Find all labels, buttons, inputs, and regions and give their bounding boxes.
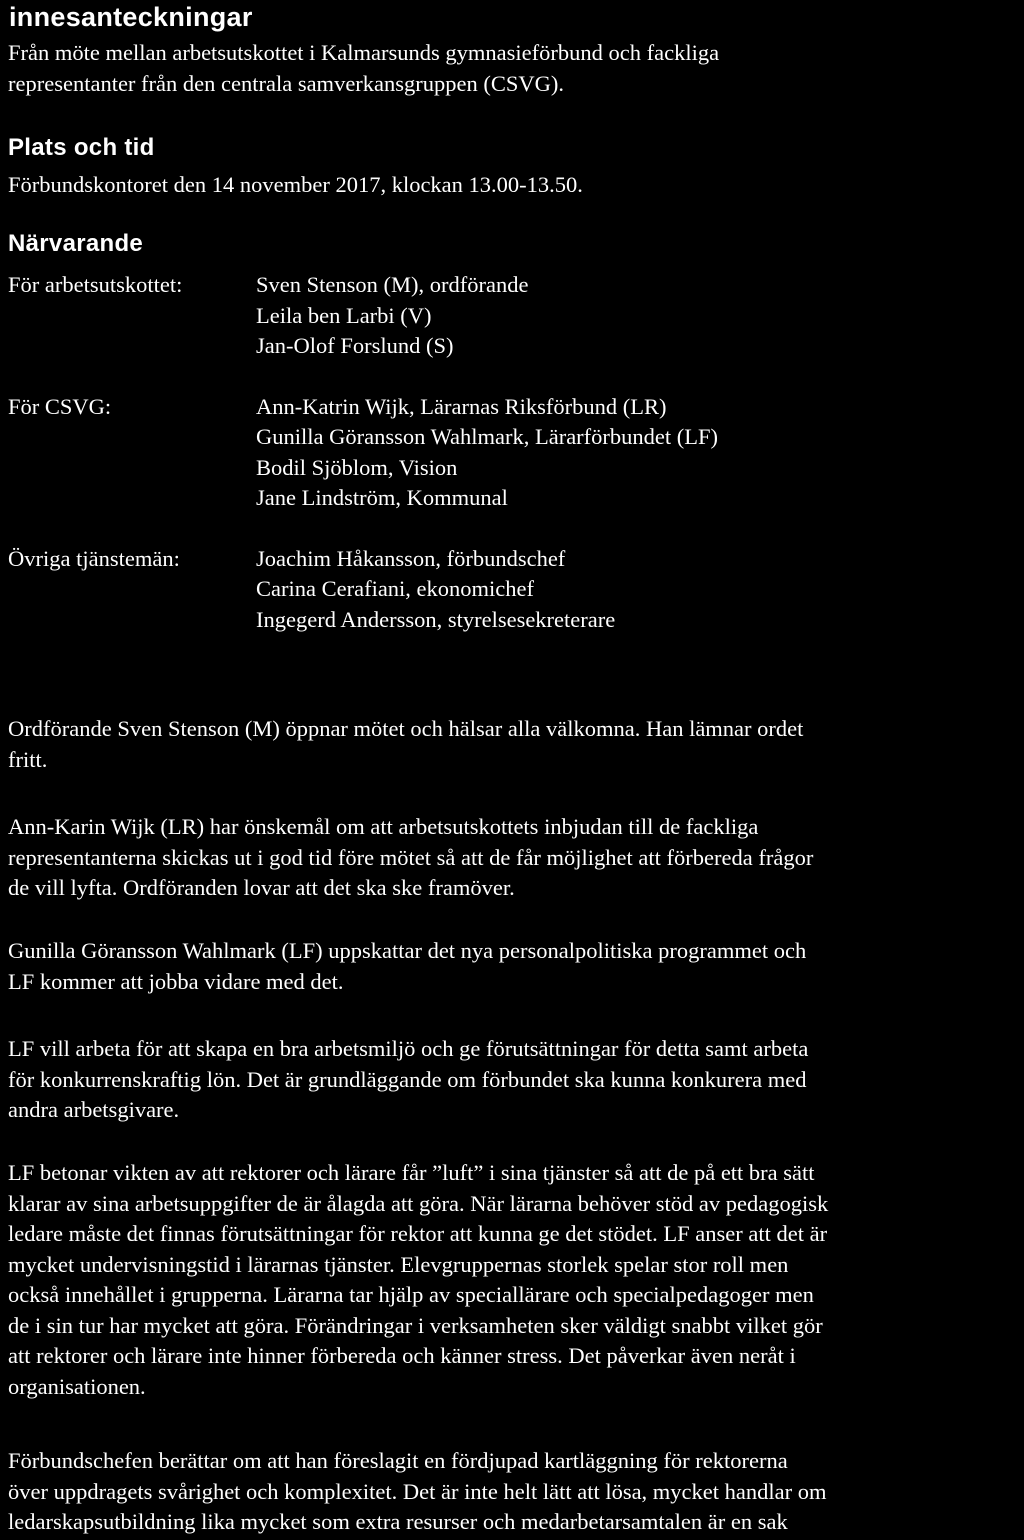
attendee-group-label: För CSVG: [8, 393, 112, 419]
attendee-name: Gunilla Göransson Wahlmark, Lärarförbundet (LF) [256, 424, 719, 449]
paragraph: Ann-Karin Wijk (LR) har önskemål om att arbetsutskottets inbjudan till de fackliga representanterna skickas ut i god tid före mötet så att de får möjlighet att förbereda frågor de vill lyfta. Ordföranden lovar att det ska ske framöver. [8, 814, 814, 900]
place-text: Förbundskontoret den 14 november 2017, klockan 13.00-13.50. [8, 172, 583, 197]
paragraph: LF vill arbeta för att skapa en bra arbetsmiljö och ge förutsättningar för detta samt arbeta för konkurrenskraftig lön. Det är grundläggande om förbundet ska kunna konkurera med andra arbetsgivare. [8, 1036, 809, 1122]
place-heading: Plats och tid [8, 134, 155, 161]
attendee-group [8, 544, 1012, 636]
attendee-name: Sven Stenson (M), ordförande [256, 272, 529, 297]
attendee-name: Joachim Håkansson, förbundschef [256, 545, 566, 571]
attendee-group [8, 392, 1012, 514]
attendee-names [256, 544, 1012, 636]
attendee-group-label: För arbetsutskottet: [8, 272, 183, 297]
attendee-name: Ann-Katrin Wijk, Lärarnas Riksförbund (LR) [256, 393, 667, 419]
attendee-group [8, 270, 1012, 362]
intro-text: Från möte mellan arbetsutskottet i Kalmarsunds gymnasieförbund och fackliga representanter från den centrala samverkansgruppen (CSVG). [8, 40, 720, 96]
paragraph: Ordförande Sven Stenson (M) öppnar mötet och hälsar alla välkomna. Han lämnar ordet fritt. [8, 716, 804, 772]
attendee-names [256, 270, 1012, 362]
paragraph: Gunilla Göransson Wahlmark (LF) uppskattar det nya personalpolitiska programmet och LF kommer att jobba vidare med det. [8, 938, 807, 994]
attendee-name: Jane Lindström, Kommunal [256, 485, 508, 510]
present-heading: Närvarande [8, 230, 144, 257]
attendee-name: Jan-Olof Forslund (S) [256, 333, 454, 358]
attendee-names [256, 392, 1012, 514]
attendee-list [8, 270, 1012, 665]
attendee-name: Leila ben Larbi (V) [256, 302, 432, 328]
paragraph: LF betonar vikten av att rektorer och lärare får ”luft” i sina tjänster så att de på ett bra sätt klarar av sina arbetsuppgifter de är ålagda att göra. När lärarna behöver stöd av pedagogisk ledare måste det finnas förutsättningar för rektor att kunna ge det stödet. LF anser att det är mycket undervisningstid i lärarnas tjänster. Elevgruppernas storlek spelar stor roll men också innehållet i grupperna. Lärarna tar hjälp av speciallärare och specialpedagoger men de i sin tur har mycket att göra. Förändringar i verksamheten sker väldigt snabbt vilket gör att rektorer och lärare inte hinner förbereda och känner stress. Det påverkar även neråt i organisationen. [8, 1160, 829, 1399]
attendee-name: Bodil Sjöblom, Vision [256, 454, 458, 480]
attendee-name: Ingegerd Andersson, styrelsesekreterare [256, 606, 616, 632]
attendee-name: Carina Cerafiani, ekonomichef [256, 576, 535, 601]
document-title: innesanteckningar [9, 2, 253, 32]
attendee-group-label: Övriga tjänstemän: [8, 545, 180, 571]
paragraph: Förbundschefen berättar om att han föreslagit en fördjupad kartläggning för rektorerna över uppdragets svårighet och komplexitet. Det är inte helt lätt att lösa, mycket handlar om ledarskapsutbildning lika mycket som extra resurser och medarbetarsamtalen är en sak [8, 1448, 827, 1534]
